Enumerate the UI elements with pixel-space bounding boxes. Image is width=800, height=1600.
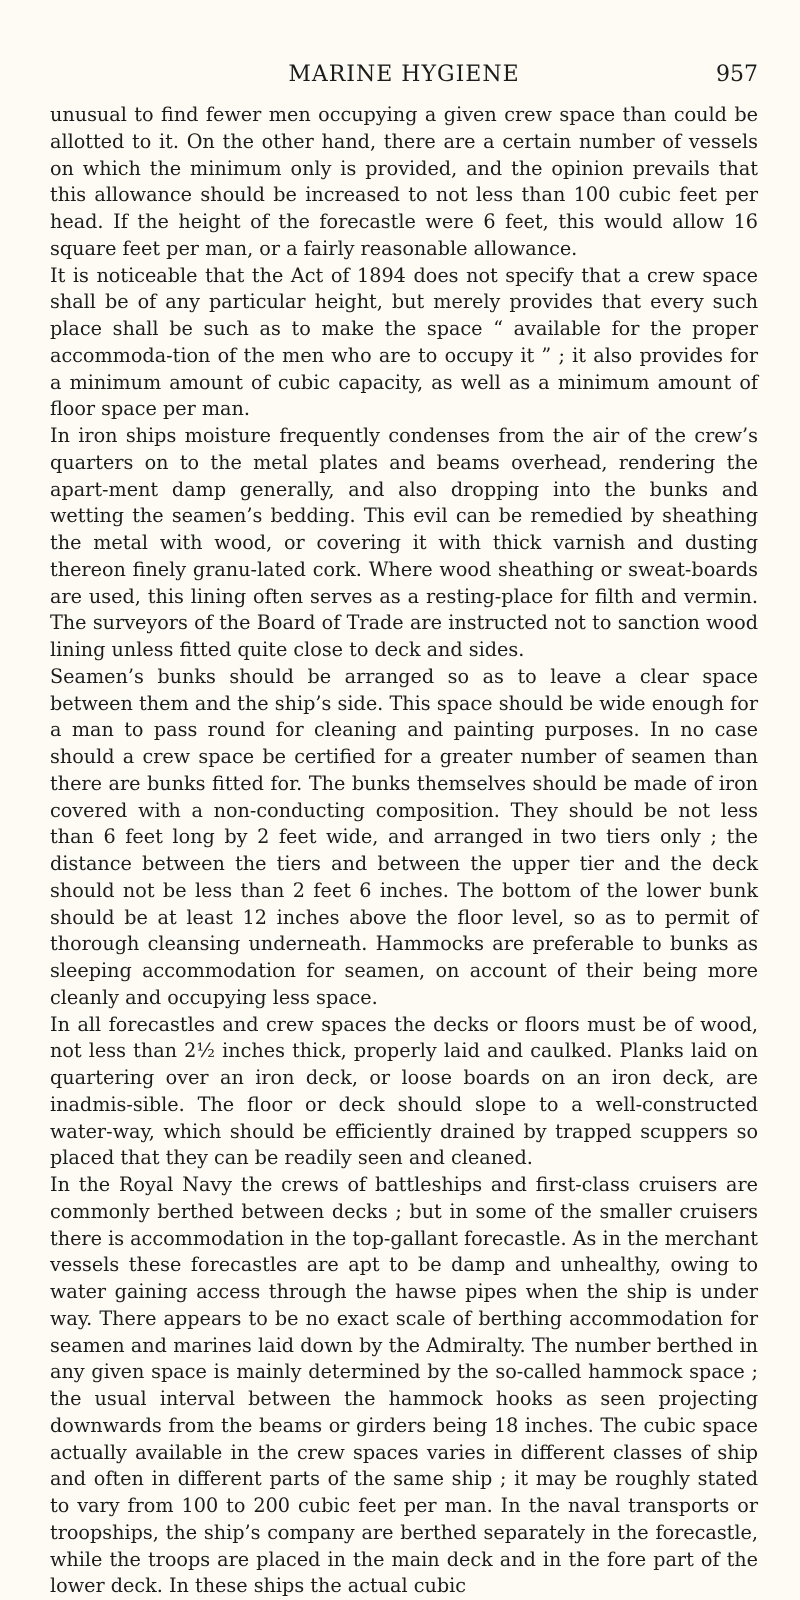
running-title: MARINE HYGIENE — [288, 62, 520, 87]
paragraph-forecastle-floors: In all forecastles and crew spaces the decks or floors must be of wood, not less than 2½ inches thick, properly laid and caulked. Planks laid on quartering over an iron deck, or loose boards on an iron deck, are inadmis-sible. The floor or deck should slope to a well-constructed water-way, which should be efficiently drained by trapped scuppers so placed that they can be readily seen and cleaned. — [50, 1012, 758, 1170]
paragraph-iron-ships-moisture: In iron ships moisture frequently condenses from the air of the crew’s quarters on to the metal plates and beams overhead, rendering the apart-ment damp generally, and also dropping into the bunks and wetting the seamen’s bedding. This evil can be remedied by sheathing the metal with wood, or covering it with thick varnish and dusting thereon finely granu-lated cork. Where wood sheathing or sweat-boards are used, this lining often serves as a resting-place for filth and vermin. The surveyors of the Board of Trade are instructed not to sanction wood lining unless fitted quite close to deck and sides. — [50, 424, 758, 661]
body-text — [50, 102, 758, 1600]
paragraph-seamens-bunks: Seamen’s bunks should be arranged so as to leave a clear space between them and the ship’s side. This space should be wide enough for a man to pass round for cleaning and painting purposes. In no case should a crew space be certified for a greater number of seamen than there are bunks fitted for. The bunks themselves should be made of iron covered with a non-conducting composition. They should be not less than 6 feet long by 2 feet wide, and arranged in two tiers only ; the distance between the tiers and between the upper tier and the deck should not be less than 2 feet 6 inches. The bottom of the lower bunk should be at least 12 inches above the floor level, so as to permit of thorough cleansing underneath. Hammocks are preferable to bunks as sleeping accommodation for seamen, on account of their being more cleanly and occupying less space. — [50, 664, 758, 1009]
page-number: 957 — [716, 62, 758, 87]
running-header — [50, 62, 758, 96]
paragraph-royal-navy: In the Royal Navy the crews of battleships and first-class cruisers are commonly berthed between decks ; but in some of the smaller cruisers there is accommodation in the top-gallant forecastle. As in the merchant vessels these forecastles are apt to be damp and unhealthy, owing to water gaining access through the hawse pipes when the ship is under way. There appears to be no exact scale of berthing accommodation for seamen and marines laid down by the Admiralty. The number berthed in any given space is mainly determined by the so-called hammock space ; the usual interval between the hammock hooks as seen projecting downwards from the beams or girders being 18 inches. The cubic space actually available in the crew spaces varies in different classes of ship and often in different parts of the same ship ; it may be roughly stated to vary from 100 to 200 cubic feet per man. In the naval transports or troopships, the ship’s company are berthed separately in the forecastle, while the troops are placed in the main deck and in the fore part of the lower deck. In these ships the actual cubic — [50, 1173, 758, 1598]
paragraph-act-of-1894: It is noticeable that the Act of 1894 does not specify that a crew space shall be of any particular height, but merely provides that every such place shall be such as to make the space “ available for the proper accommoda-tion of the men who are to occupy it ” ; it also provides for a minimum amount of cubic capacity, as well as a minimum amount of floor space per man. — [50, 263, 758, 421]
paragraph-crew-space-allowance: unusual to find fewer men occupying a given crew space than could be allotted to it. On the other hand, there are a certain number of vessels on which the minimum only is provided, and the opinion prevails that this allowance should be increased to not less than 100 cubic feet per head. If the height of the forecastle were 6 feet, this would allow 16 square feet per man, or a fairly reasonable allowance. — [50, 103, 758, 260]
book-page — [50, 62, 758, 1600]
